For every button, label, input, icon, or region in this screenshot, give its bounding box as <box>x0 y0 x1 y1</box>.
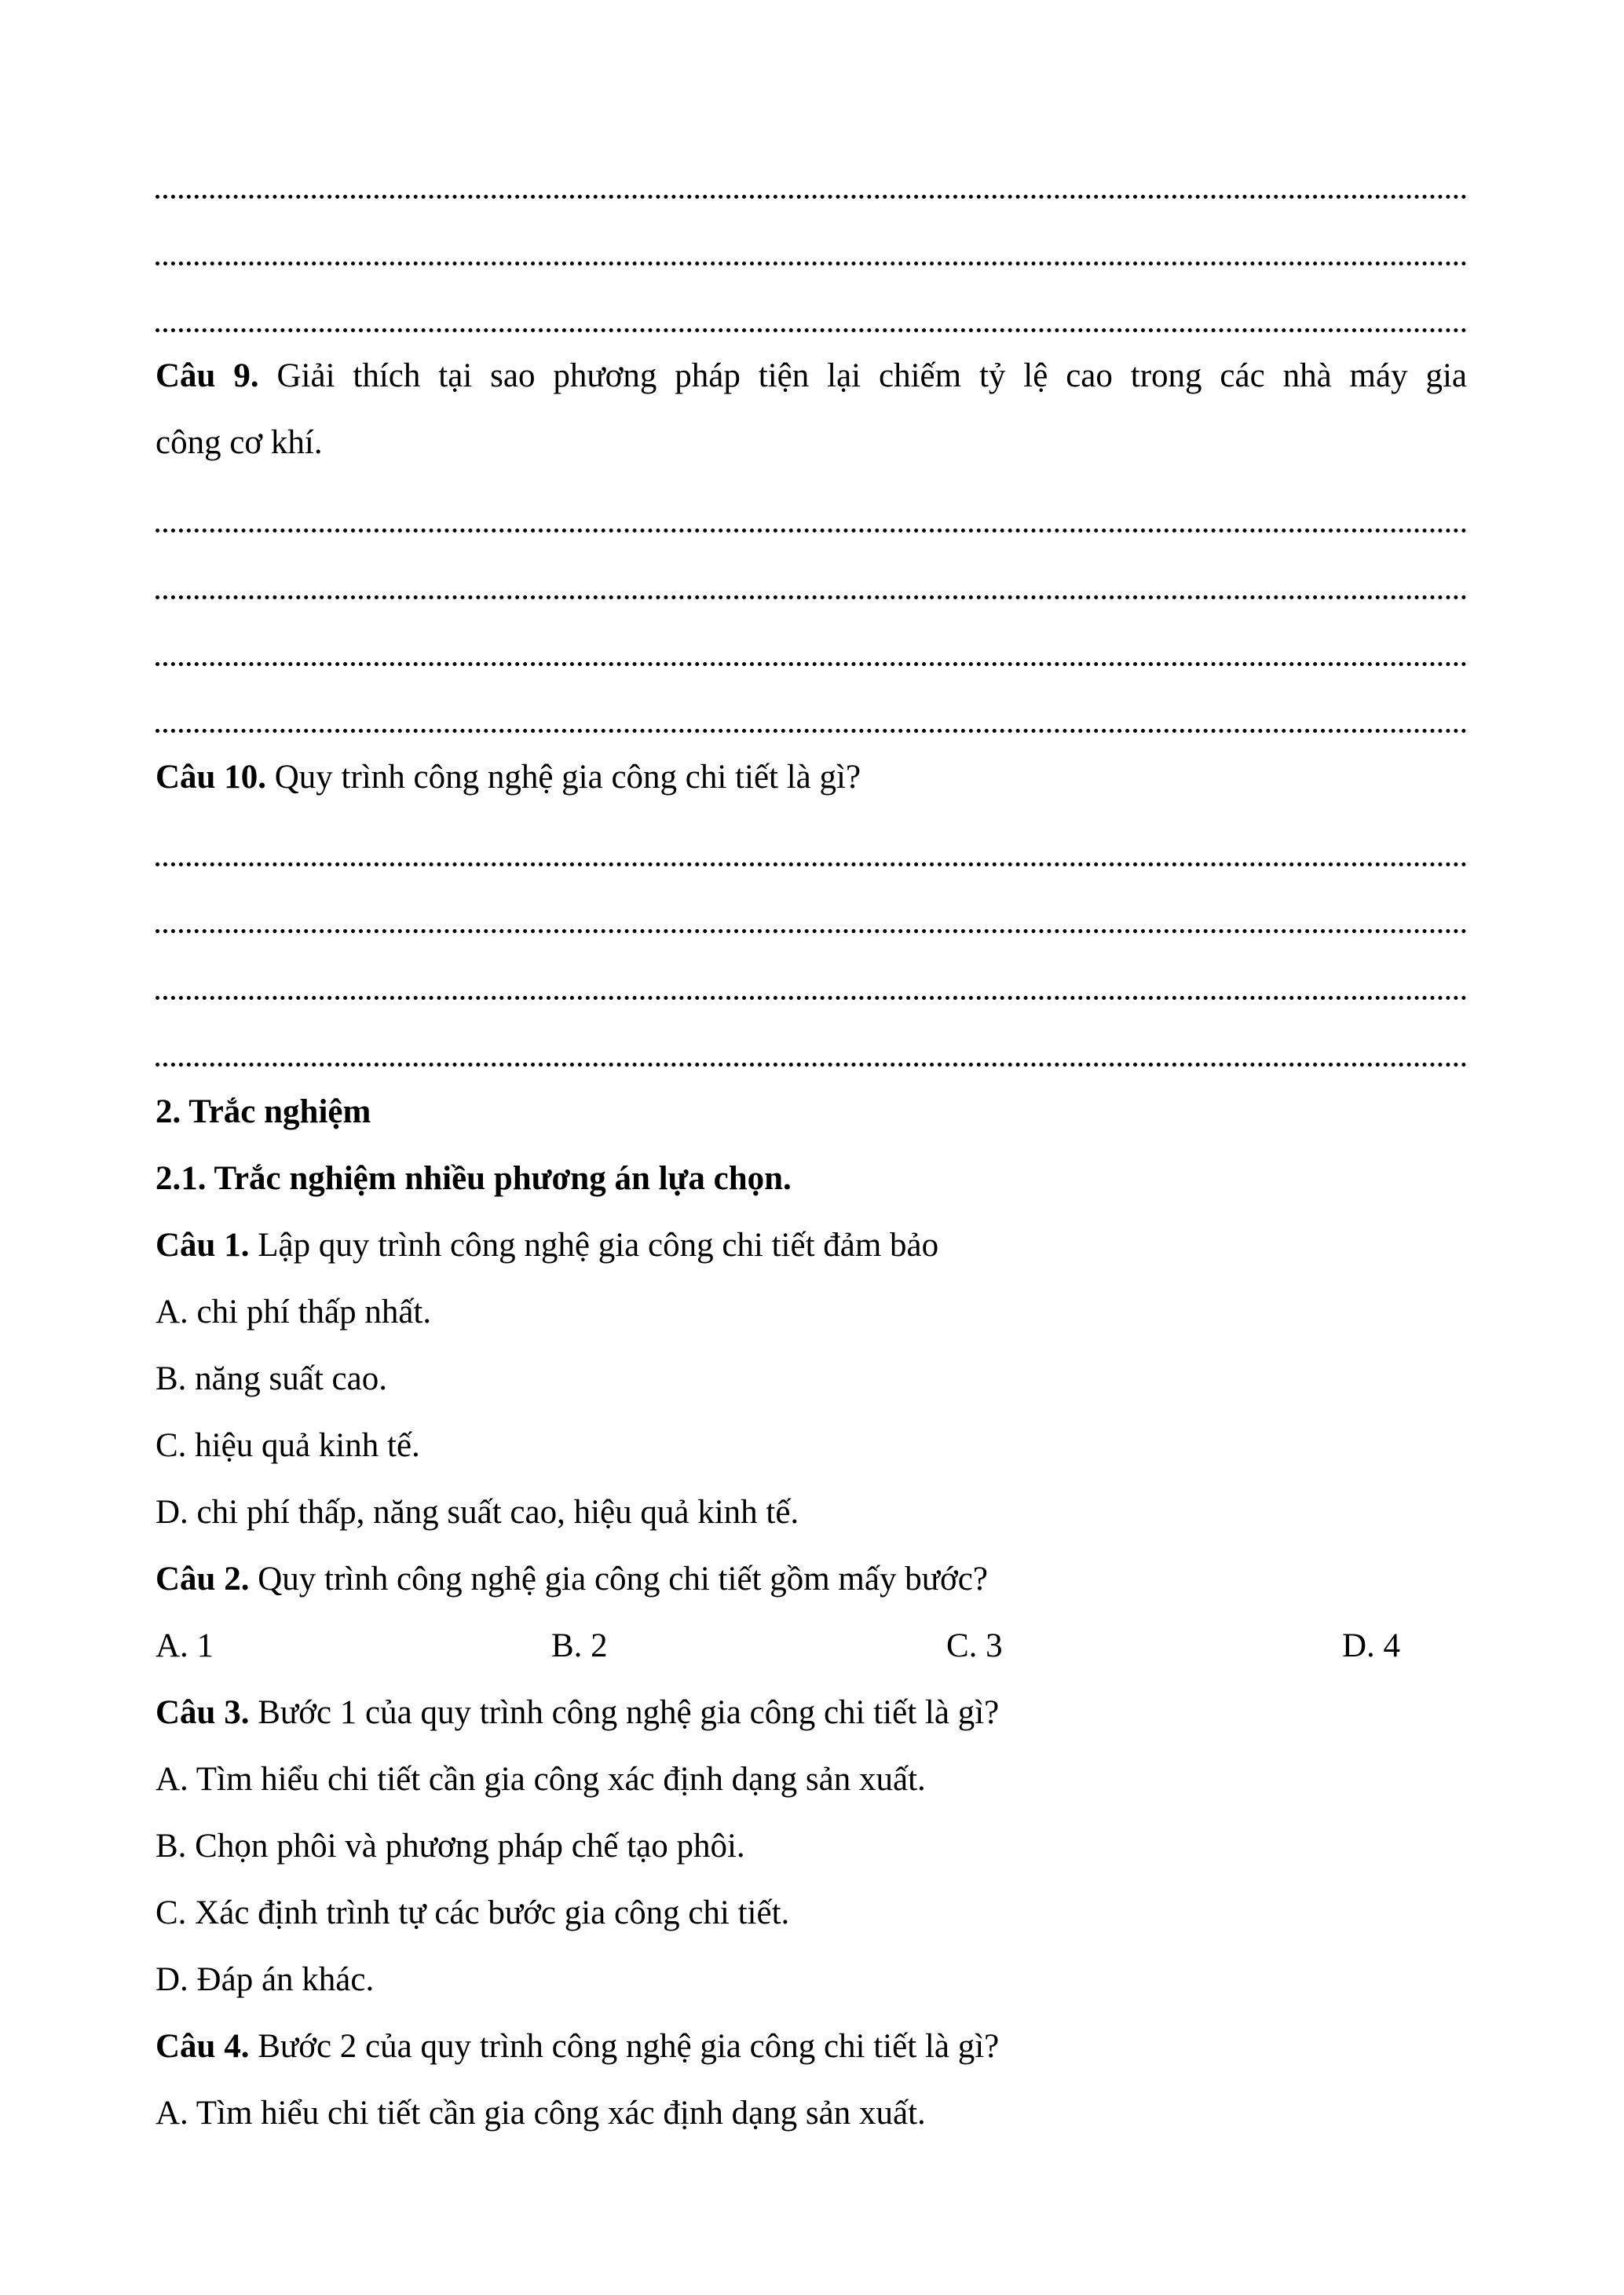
question-10 <box>155 754 1467 801</box>
mcq-question-2 <box>155 1556 1467 1603</box>
answer-line <box>155 562 1467 609</box>
mcq-question-1 <box>155 1222 1467 1269</box>
answer-line <box>155 161 1467 208</box>
answer-line <box>155 228 1467 275</box>
question-9-continued: công cơ khí. <box>155 424 323 461</box>
question-9-label: Câu 9. <box>155 357 259 394</box>
mcq-1-text: Lập quy trình công nghệ gia công chi tiết đảm bảo <box>249 1227 939 1264</box>
mcq-1-option-a: A. chi phí thấp nhất. <box>155 1294 432 1331</box>
mcq-2-option-c: C. 3 <box>946 1627 1003 1664</box>
section-heading-text: 2. Trắc nghiệm <box>155 1093 371 1130</box>
mcq-1-option-c: C. hiệu quả kinh tế. <box>155 1427 420 1464</box>
mcq-4-label: Câu 4. <box>155 2028 250 2065</box>
question-10-label: Câu 10. <box>155 759 266 796</box>
mcq-1-option-d: D. chi phí thấp, năng suất cao, hiệu quả kinh tế. <box>155 1494 799 1531</box>
mcq-question-4 <box>155 2023 1467 2070</box>
mcq-2-label: Câu 2. <box>155 1561 250 1598</box>
answer-line <box>155 495 1467 542</box>
section-subheading <box>155 1155 1467 1202</box>
mcq-2-option-b: B. 2 <box>551 1627 608 1664</box>
mcq-1-label: Câu 1. <box>155 1227 250 1264</box>
answer-line <box>155 295 1467 342</box>
mcq-3-option-b: B. Chọn phôi và phương pháp chế tạo phôi. <box>155 1828 745 1865</box>
section-subheading-text: 2.1. Trắc nghiệm nhiều phương án lựa chọn. <box>155 1160 792 1197</box>
mcq-2-option-d: D. 4 <box>1342 1627 1401 1664</box>
mcq-3-option-d: D. Đáp án khác. <box>155 1961 375 1998</box>
mcq-4-text: Bước 2 của quy trình công nghệ gia công chi tiết là gì? <box>249 2028 1000 2065</box>
mcq-3-text: Bước 1 của quy trình công nghệ gia công chi tiết là gì? <box>249 1694 1000 1731</box>
mcq-3-option-a: A. Tìm hiểu chi tiết cần gia công xác định dạng sản xuất. <box>155 1761 926 1798</box>
mcq-1-option-b: B. năng suất cao. <box>155 1360 387 1397</box>
mcq-2-text: Quy trình công nghệ gia công chi tiết gồm mấy bước? <box>249 1561 988 1598</box>
answer-line <box>155 829 1467 876</box>
mcq-2-option-a: A. 1 <box>155 1627 214 1664</box>
answer-line <box>155 628 1467 675</box>
answer-line <box>155 895 1467 943</box>
question-9 <box>155 353 1467 400</box>
section-heading <box>155 1089 1467 1136</box>
mcq-4-option-a: A. Tìm hiểu chi tiết cần gia công xác định dạng sản xuất. <box>155 2095 926 2132</box>
answer-line <box>155 695 1467 742</box>
mcq-question-3 <box>155 1689 1467 1737</box>
mcq-3-option-c: C. Xác định trình tự các bước gia công chi tiết. <box>155 1894 790 1931</box>
question-9-text: Giải thích tại sao phương pháp tiện lại chiếm tỷ lệ cao trong các nhà máy gia <box>258 357 1467 394</box>
answer-line <box>155 1029 1467 1076</box>
answer-line <box>155 962 1467 1009</box>
mcq-3-label: Câu 3. <box>155 1694 250 1731</box>
question-10-text: Quy trình công nghệ gia công chi tiết là gì? <box>265 759 861 796</box>
